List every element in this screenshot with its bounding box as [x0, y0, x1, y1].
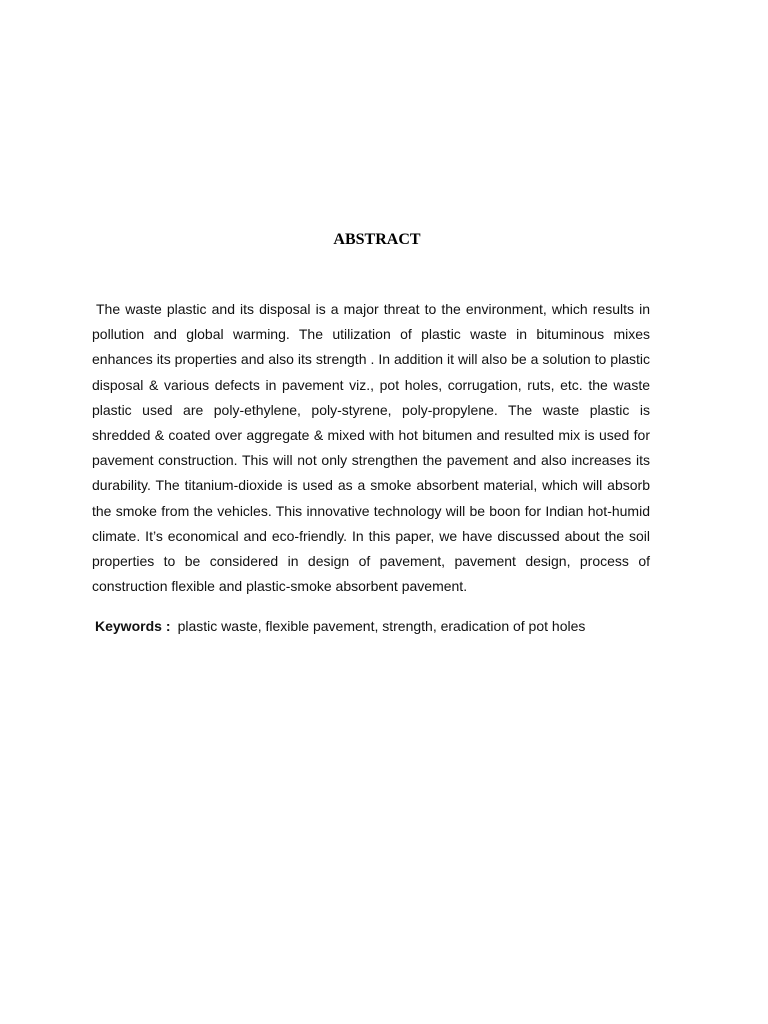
abstract-paragraph: The waste plastic and its disposal is a major threat to the environment, which results in pollution and global warming. The utilization of plastic waste in bituminous mixes enhances its properties and also its strength . In addition it will also be a solution to plastic disposal & various defects in pavement viz., pot holes, corrugation, ruts, etc. the waste plastic used are poly-ethylene, poly-styrene, poly-propylene. The waste plastic is shredded & coated over aggregate & mixed with hot bitumen and resulted mix is used for pavement construction. This will not only strengthen the pavement and also increases its durability. The titanium-dioxide is used as a smoke absorbent material, which will absorb the smoke from the vehicles. This innovative technology will be boon for Indian hot-humid climate. It’s economical and eco-friendly. In this paper, we have discussed about the soil properties to be considered in design of pavement, pavement design, process of construction flexible and plastic-smoke absorbent pavement.	[92, 301, 650, 595]
abstract-heading: ABSTRACT	[333, 231, 421, 248]
keywords-line	[95, 615, 695, 637]
keywords-label: Keywords	[95, 618, 162, 634]
keywords-separator: :	[165, 618, 171, 634]
keywords-value: plastic waste, flexible pavement, strength, eradication of pot holes	[177, 618, 586, 634]
